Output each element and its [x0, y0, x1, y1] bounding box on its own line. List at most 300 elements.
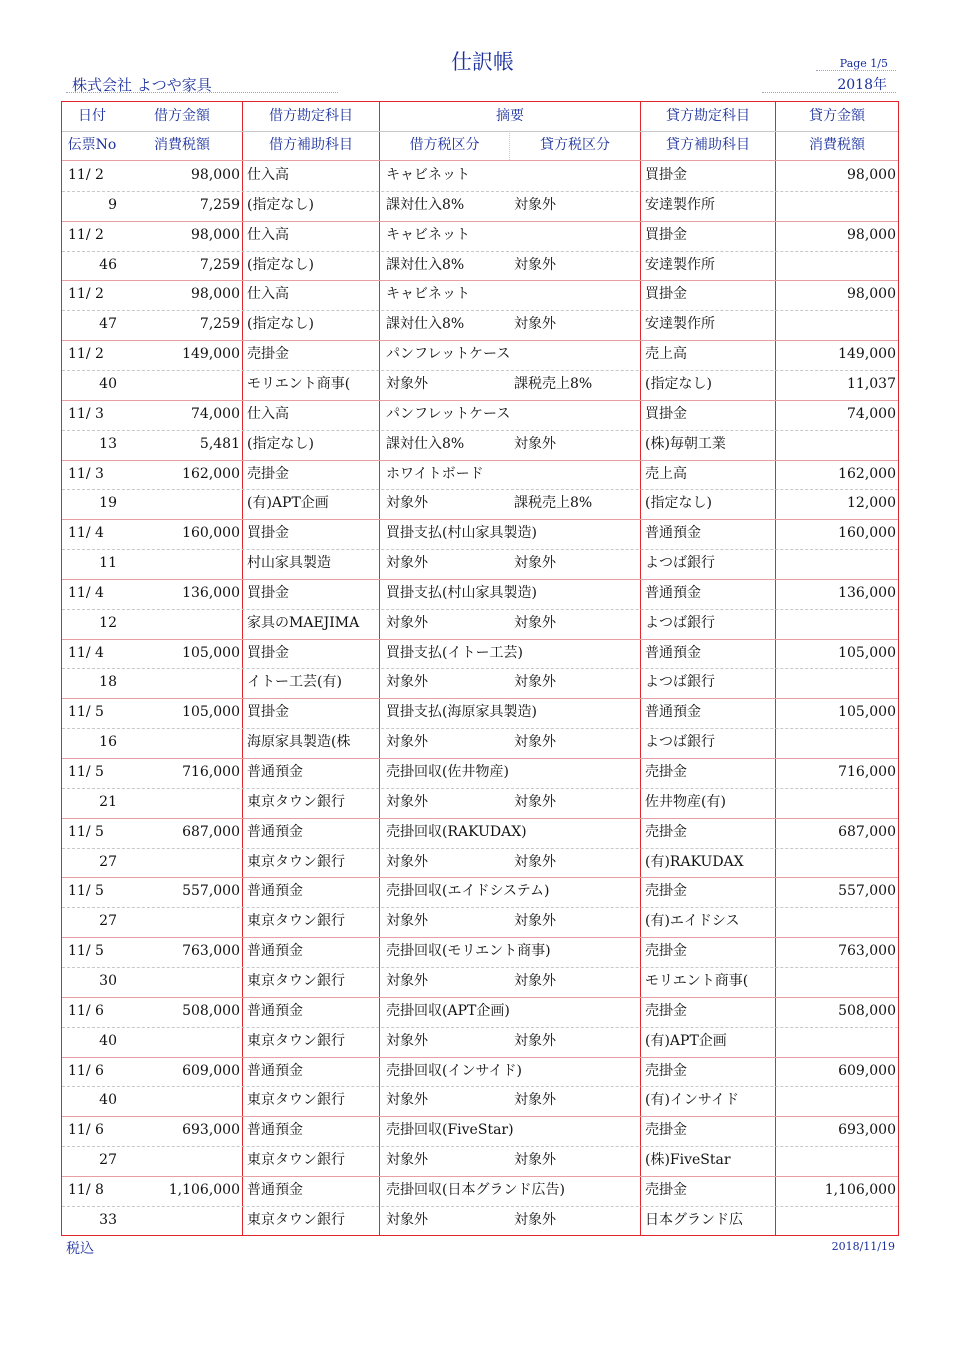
entry-slip-no: 16: [99, 734, 117, 751]
entry-debit-sub-account: 家具のMAEJIMA: [247, 614, 360, 631]
entry-credit-account: 売掛金: [645, 1062, 687, 1079]
entry-credit-amount: 508,000: [838, 1002, 896, 1019]
entry-debit-account: 普通預金: [247, 764, 303, 780]
entry-row-primary: [62, 877, 898, 907]
entry-credit-amount: 74,000: [847, 405, 896, 422]
entry-summary: 売掛回収(インサイド): [386, 1062, 522, 1079]
entry-debit-tax-class: 対象外: [386, 1092, 428, 1109]
entry-credit-account: 普通預金: [645, 525, 701, 542]
page-underline: [816, 70, 896, 71]
entry-date: 11/ 5: [68, 943, 104, 960]
entry-date: 11/ 3: [68, 465, 104, 482]
entry-credit-account: 普通預金: [645, 584, 701, 601]
entry-row-primary: [62, 639, 898, 669]
entry-credit-account: 普通預金: [645, 644, 701, 661]
entry-credit-amount: 98,000: [847, 286, 896, 303]
entry-credit-amount: 687,000: [838, 823, 896, 840]
entry-credit-tax-class: 対象外: [514, 555, 556, 572]
entry-debit-tax: [122, 489, 240, 519]
entry-inner-separator: [62, 251, 898, 252]
header-debit-account: 借方勘定科目: [269, 108, 353, 124]
entry-date: 11/ 5: [68, 883, 104, 900]
entry-inner-separator: [62, 549, 898, 550]
entry-row-primary: [62, 579, 898, 609]
entry-slip-no: 13: [99, 435, 117, 452]
entry-inner-separator: [62, 728, 898, 729]
entry-slip-no: 27: [99, 913, 117, 930]
header-debit-sub-account: 借方補助科目: [269, 137, 353, 153]
entry-row-secondary: [62, 907, 898, 937]
entry-row-secondary: [62, 370, 898, 400]
entry-debit-tax-class: 対象外: [386, 972, 428, 989]
entry-debit-tax-class: 対象外: [386, 1032, 428, 1049]
entry-credit-amount: 98,000: [847, 226, 896, 243]
entry-inner-separator: [62, 430, 898, 431]
header-summary: 摘要: [496, 108, 524, 124]
entry-slip-no: 40: [99, 375, 117, 392]
entry-slip-no: 27: [99, 853, 117, 870]
entry-row-primary: [62, 400, 898, 430]
entry-debit-amount: 74,000: [191, 405, 240, 422]
entry-row-secondary: [62, 549, 898, 579]
entry-row-primary: [62, 161, 898, 191]
entry-debit-account: 仕入高: [247, 226, 289, 243]
entry-credit-account: 売掛金: [645, 1122, 687, 1139]
entry-debit-account: 買掛金: [247, 644, 289, 661]
entry-debit-amount: 693,000: [182, 1122, 240, 1139]
entry-debit-tax: [122, 907, 240, 937]
entry-credit-tax: [776, 1146, 896, 1176]
entry-debit-tax: [122, 1146, 240, 1176]
entry-debit-tax-class: 課対仕入8%: [386, 256, 465, 273]
entry-credit-tax-class: 対象外: [514, 734, 556, 751]
entry-credit-account: 売掛金: [645, 883, 687, 900]
company-name: 株式会社 よつや家具: [72, 76, 212, 94]
entry-row-secondary: [62, 967, 898, 997]
entry-credit-tax-class: 対象外: [514, 1211, 556, 1228]
header-credit-tax: 消費税額: [809, 137, 865, 153]
entry-summary: キャビネット: [386, 286, 470, 303]
entry-debit-sub-account: 東京タウン銀行: [247, 913, 345, 930]
entry-debit-sub-account: (指定なし): [247, 196, 314, 213]
entry-debit-sub-account: 東京タウン銀行: [247, 1032, 345, 1049]
entry-row-secondary: [62, 1146, 898, 1176]
company-underline: [66, 92, 338, 93]
entry-credit-amount: 763,000: [838, 943, 896, 960]
entry-summary: 売掛回収(RAKUDAX): [386, 823, 527, 840]
entry-row-secondary: [62, 191, 898, 221]
entry-row-primary: [62, 937, 898, 967]
entry-debit-amount: 105,000: [182, 644, 240, 661]
entry-debit-amount: 105,000: [182, 704, 240, 721]
entry-inner-separator: [62, 1146, 898, 1147]
entry-credit-account: 売掛金: [645, 823, 687, 840]
entry-credit-tax-class: 対象外: [514, 972, 556, 989]
entry-debit-tax: [122, 1027, 240, 1057]
entry-debit-tax: [122, 788, 240, 818]
entry-row-secondary: [62, 788, 898, 818]
entry-credit-account: 売上高: [645, 346, 687, 363]
entry-credit-sub-account: (指定なし): [645, 375, 712, 392]
entry-debit-amount: 557,000: [182, 883, 240, 900]
entry-credit-tax-class: 対象外: [514, 316, 556, 333]
entry-credit-tax: [776, 728, 896, 758]
entry-date: 11/ 4: [68, 525, 104, 542]
entry-debit-tax-class: 対象外: [386, 555, 428, 572]
entry-credit-tax: [776, 788, 896, 818]
entry-row-secondary: [62, 310, 898, 340]
entry-debit-account: 普通預金: [247, 1062, 303, 1079]
entry-credit-sub-account: (株)FiveStar: [645, 1152, 731, 1169]
entry-credit-amount: 105,000: [838, 644, 896, 661]
entry-summary: キャビネット: [386, 167, 470, 183]
entry-inner-separator: [62, 788, 898, 789]
entry-credit-amount: 136,000: [838, 584, 896, 601]
entry-debit-tax: [122, 848, 240, 878]
entry-debit-tax-class: 課対仕入8%: [386, 196, 465, 213]
entry-credit-tax: [776, 549, 896, 579]
entry-debit-tax: 7,259: [199, 196, 240, 213]
entry-credit-sub-account: (株)毎朝工業: [645, 435, 726, 452]
header-credit-account: 貸方勘定科目: [666, 108, 750, 124]
header-debit-tax-class: 借方税区分: [409, 137, 480, 153]
header-credit-sub-account: 貸方補助科目: [666, 137, 750, 153]
entry-debit-account: 仕入高: [247, 405, 289, 422]
entry-row-primary: [62, 818, 898, 848]
entry-debit-account: 普通預金: [247, 1122, 303, 1139]
entry-date: 11/ 2: [68, 167, 104, 183]
fiscal-year: 2018年: [837, 77, 887, 93]
entry-row-secondary: [62, 609, 898, 639]
entry-inner-separator: [62, 310, 898, 311]
entry-summary: 売掛回収(エイドシステム): [386, 883, 550, 900]
entry-row-primary: [62, 1176, 898, 1206]
entry-credit-account: 普通預金: [645, 704, 701, 721]
entry-slip-no: 33: [99, 1211, 117, 1228]
year-underline: [762, 92, 896, 93]
tax-class-divider: [509, 131, 510, 160]
page-number: Page 1/5: [839, 57, 888, 70]
entry-debit-sub-account: モリエント商事(: [247, 375, 351, 392]
entry-summary: 買掛支払(イトー工芸): [386, 644, 523, 661]
entry-debit-sub-account: イトー工芸(有): [247, 674, 342, 691]
entry-credit-tax: [776, 1206, 896, 1236]
entry-debit-amount: 1,106,000: [168, 1181, 240, 1198]
entry-slip-no: 9: [108, 196, 117, 213]
entry-row-primary: [62, 1057, 898, 1087]
entry-credit-amount: 149,000: [838, 346, 896, 363]
entry-row-secondary: [62, 1027, 898, 1057]
entry-slip-no: 27: [99, 1152, 117, 1169]
entry-credit-tax-class: 対象外: [514, 1152, 556, 1169]
entry-debit-sub-account: 東京タウン銀行: [247, 1092, 345, 1109]
entry-debit-tax-class: 対象外: [386, 734, 428, 751]
entry-debit-account: 仕入高: [247, 167, 289, 183]
header-row-primary: [62, 102, 898, 131]
entry-summary: パンフレットケース: [386, 346, 511, 363]
entry-debit-account: 普通預金: [247, 1181, 303, 1198]
entry-row-secondary: [62, 1206, 898, 1236]
entry-debit-tax-class: 対象外: [386, 913, 428, 930]
entry-debit-tax: [122, 370, 240, 400]
entry-debit-tax-class: 対象外: [386, 614, 428, 631]
entry-credit-amount: 162,000: [838, 465, 896, 482]
entry-summary: キャビネット: [386, 226, 470, 243]
entry-debit-sub-account: 海原家具製造(株: [247, 734, 351, 751]
entry-summary: 買掛支払(村山家具製造): [386, 525, 537, 542]
entry-row-primary: [62, 460, 898, 490]
entry-slip-no: 12: [99, 614, 117, 631]
entry-credit-tax: [776, 1086, 896, 1116]
entry-credit-tax-class: 対象外: [514, 256, 556, 273]
journal-table: [61, 101, 899, 1236]
entry-credit-sub-account: (有)APT企画: [645, 1032, 727, 1049]
entry-slip-no: 11: [99, 555, 117, 572]
entry-debit-tax: [122, 1206, 240, 1236]
document-title: 仕訳帳: [451, 50, 514, 74]
entry-debit-account: 買掛金: [247, 525, 289, 542]
header-credit-tax-class: 貸方税区分: [540, 137, 610, 153]
entry-debit-amount: 136,000: [182, 584, 240, 601]
entry-row-secondary: [62, 848, 898, 878]
entry-debit-amount: 687,000: [182, 823, 240, 840]
entry-credit-sub-account: よつば銀行: [645, 555, 715, 572]
entry-debit-account: 買掛金: [247, 704, 289, 721]
entry-debit-tax: [122, 967, 240, 997]
entry-credit-account: 買掛金: [645, 226, 687, 243]
entry-debit-tax: 7,259: [199, 256, 240, 273]
entry-credit-account: 買掛金: [645, 286, 687, 303]
entry-credit-account: 売上高: [645, 465, 687, 482]
entry-debit-amount: 160,000: [182, 525, 240, 542]
entry-inner-separator: [62, 1086, 898, 1087]
entry-credit-account: 買掛金: [645, 405, 687, 422]
entry-row-secondary: [62, 251, 898, 281]
entry-credit-tax: [776, 310, 896, 340]
entry-row-secondary: [62, 728, 898, 758]
entry-credit-tax: [776, 907, 896, 937]
entry-credit-amount: 693,000: [838, 1122, 896, 1139]
entry-credit-amount: 98,000: [847, 167, 896, 183]
entry-inner-separator: [62, 191, 898, 192]
entry-debit-amount: 508,000: [182, 1002, 240, 1019]
entry-row-primary: [62, 519, 898, 549]
entry-inner-separator: [62, 848, 898, 849]
entry-summary: 売掛回収(APT企画): [386, 1002, 510, 1019]
entry-debit-sub-account: (指定なし): [247, 256, 314, 273]
header-debit-amount: 借方金額: [154, 108, 210, 124]
header-slip-no: 伝票No: [67, 137, 117, 153]
entry-credit-amount: 716,000: [838, 764, 896, 780]
entry-row-primary: [62, 997, 898, 1027]
entry-row-primary: [62, 1116, 898, 1146]
entry-inner-separator: [62, 1206, 898, 1207]
entry-debit-sub-account: 東京タウン銀行: [247, 1211, 345, 1228]
entry-debit-account: 普通預金: [247, 823, 303, 840]
entry-debit-sub-account: 東京タウン銀行: [247, 853, 345, 870]
entry-slip-no: 40: [99, 1032, 117, 1049]
entry-credit-tax-class: 対象外: [514, 674, 556, 691]
entry-debit-amount: 609,000: [182, 1062, 240, 1079]
tax-mode-label: 税込: [66, 1241, 94, 1257]
entry-credit-tax-class: 課税売上8%: [514, 495, 593, 512]
entry-credit-sub-account: (有)エイドシス: [645, 913, 740, 930]
entry-credit-amount: 609,000: [838, 1062, 896, 1079]
entry-credit-tax: 11,037: [847, 375, 896, 392]
entry-credit-tax-class: 対象外: [514, 196, 556, 213]
entry-debit-tax: [122, 728, 240, 758]
entry-credit-tax-class: 対象外: [514, 614, 556, 631]
entry-slip-no: 19: [99, 495, 117, 512]
entry-row-primary: [62, 221, 898, 251]
entry-credit-tax: [776, 609, 896, 639]
entry-row-primary: [62, 280, 898, 310]
entry-debit-account: 普通預金: [247, 883, 303, 900]
entry-date: 11/ 6: [68, 1002, 104, 1019]
entry-credit-sub-account: 佐井物産(有): [645, 793, 726, 810]
entry-credit-tax: [776, 251, 896, 281]
header-row-secondary: [62, 131, 898, 160]
entry-debit-account: 仕入高: [247, 286, 289, 303]
entry-summary: 売掛回収(モリエント商事): [386, 943, 551, 960]
entry-credit-sub-account: よつば銀行: [645, 734, 715, 751]
entry-credit-amount: 160,000: [838, 525, 896, 542]
entry-credit-tax-class: 対象外: [514, 793, 556, 810]
entry-debit-amount: 149,000: [182, 346, 240, 363]
entry-inner-separator: [62, 489, 898, 490]
entry-date: 11/ 6: [68, 1062, 104, 1079]
entry-debit-tax-class: 課対仕入8%: [386, 435, 465, 452]
entry-inner-separator: [62, 1027, 898, 1028]
entry-credit-sub-account: 安達製作所: [645, 316, 715, 333]
entry-debit-sub-account: (有)APT企画: [247, 495, 329, 512]
entry-date: 11/ 6: [68, 1122, 104, 1139]
entry-credit-account: 売掛金: [645, 764, 687, 780]
entry-date: 11/ 5: [68, 704, 104, 721]
entry-credit-amount: 105,000: [838, 704, 896, 721]
entry-credit-sub-account: モリエント商事(: [645, 972, 749, 989]
entry-slip-no: 47: [99, 316, 117, 333]
entry-date: 11/ 2: [68, 346, 104, 363]
entry-summary: 買掛支払(村山家具製造): [386, 584, 537, 601]
entry-credit-amount: 557,000: [838, 883, 896, 900]
entry-debit-tax-class: 課対仕入8%: [386, 316, 465, 333]
entry-debit-sub-account: (指定なし): [247, 316, 314, 333]
entry-debit-amount: 763,000: [182, 943, 240, 960]
entry-debit-tax-class: 対象外: [386, 793, 428, 810]
entry-credit-tax: 12,000: [847, 495, 896, 512]
header-debit-tax: 消費税額: [154, 137, 210, 153]
entry-date: 11/ 5: [68, 764, 104, 780]
entry-slip-no: 21: [99, 793, 117, 810]
entry-credit-tax-class: 対象外: [514, 1092, 556, 1109]
entry-row-secondary: [62, 489, 898, 519]
entry-debit-amount: 162,000: [182, 465, 240, 482]
entry-slip-no: 40: [99, 1092, 117, 1109]
header-credit-amount: 貸方金額: [809, 108, 865, 124]
entry-debit-tax: [122, 1086, 240, 1116]
entry-date: 11/ 5: [68, 823, 104, 840]
entry-date: 11/ 2: [68, 226, 104, 243]
entry-row-primary: [62, 758, 898, 788]
entry-debit-account: 普通預金: [247, 943, 303, 960]
entry-slip-no: 18: [99, 674, 117, 691]
entry-inner-separator: [62, 907, 898, 908]
entry-credit-tax-class: 対象外: [514, 913, 556, 930]
entry-debit-sub-account: 村山家具製造: [247, 555, 331, 572]
entry-summary: 売掛回収(FiveStar): [386, 1122, 514, 1139]
entry-debit-tax: 7,259: [199, 316, 240, 333]
entry-credit-account: 売掛金: [645, 1181, 687, 1198]
entry-date: 11/ 3: [68, 405, 104, 422]
entry-debit-amount: 98,000: [191, 226, 240, 243]
entry-credit-tax: [776, 848, 896, 878]
entry-debit-tax-class: 対象外: [386, 853, 428, 870]
entry-debit-account: 普通預金: [247, 1002, 303, 1019]
entry-credit-sub-account: (有)インサイド: [645, 1092, 739, 1109]
entry-row-primary: [62, 340, 898, 370]
entry-debit-sub-account: 東京タウン銀行: [247, 1152, 345, 1169]
header-date: 日付: [78, 108, 106, 124]
entry-debit-tax-class: 対象外: [386, 1211, 428, 1228]
entry-debit-sub-account: 東京タウン銀行: [247, 793, 345, 810]
entry-debit-tax: [122, 549, 240, 579]
entry-debit-tax-class: 対象外: [386, 674, 428, 691]
entry-summary: 買掛支払(海原家具製造): [386, 704, 537, 721]
entry-inner-separator: [62, 609, 898, 610]
entry-date: 11/ 2: [68, 286, 104, 303]
entry-credit-sub-account: よつば銀行: [645, 674, 715, 691]
entry-debit-tax-class: 対象外: [386, 495, 428, 512]
entry-credit-amount: 1,106,000: [824, 1181, 896, 1198]
entry-credit-sub-account: よつば銀行: [645, 614, 715, 631]
print-date: 2018/11/19: [831, 1240, 895, 1253]
entry-debit-tax-class: 対象外: [386, 1152, 428, 1169]
entry-credit-account: 売掛金: [645, 943, 687, 960]
entry-debit-tax: [122, 609, 240, 639]
entry-credit-tax: [776, 191, 896, 221]
entry-debit-tax-class: 対象外: [386, 375, 428, 392]
entry-date: 11/ 4: [68, 644, 104, 661]
entry-credit-account: 買掛金: [645, 167, 687, 183]
entry-debit-sub-account: (指定なし): [247, 435, 314, 452]
entry-credit-tax-class: 対象外: [514, 1032, 556, 1049]
entry-inner-separator: [62, 370, 898, 371]
entry-summary: ホワイトボード: [386, 465, 484, 482]
entry-debit-tax: [122, 668, 240, 698]
entry-debit-tax: 5,481: [199, 435, 240, 452]
entry-debit-account: 売掛金: [247, 346, 289, 363]
entry-credit-tax-class: 対象外: [514, 853, 556, 870]
entry-debit-account: 売掛金: [247, 465, 289, 482]
entry-credit-tax: [776, 1027, 896, 1057]
entry-debit-amount: 716,000: [182, 764, 240, 780]
entry-date: 11/ 8: [68, 1181, 104, 1198]
entry-inner-separator: [62, 668, 898, 669]
entry-credit-tax: [776, 430, 896, 460]
entry-date: 11/ 4: [68, 584, 104, 601]
entry-credit-tax-class: 対象外: [514, 435, 556, 452]
entry-credit-account: 売掛金: [645, 1002, 687, 1019]
entry-debit-amount: 98,000: [191, 286, 240, 303]
entry-credit-sub-account: (指定なし): [645, 495, 712, 512]
entry-debit-sub-account: 東京タウン銀行: [247, 972, 345, 989]
entry-row-secondary: [62, 668, 898, 698]
entry-debit-amount: 98,000: [191, 167, 240, 183]
entry-slip-no: 30: [99, 972, 117, 989]
entry-credit-sub-account: 安達製作所: [645, 256, 715, 273]
entry-slip-no: 46: [99, 256, 117, 273]
